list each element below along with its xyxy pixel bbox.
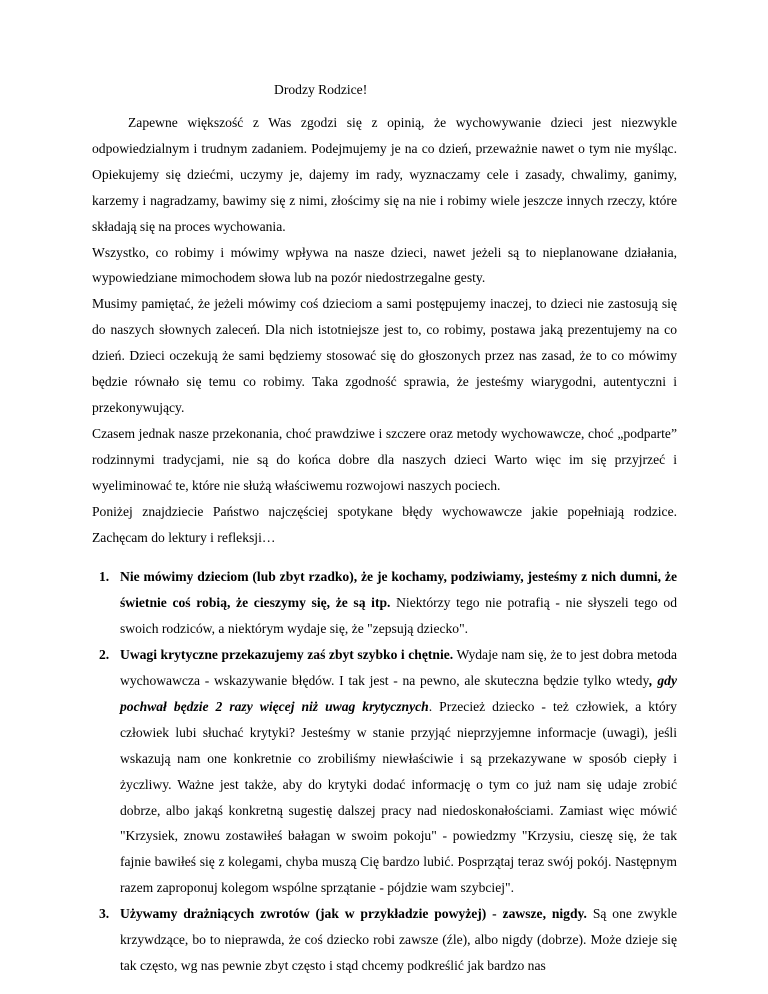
document-title: Drodzy Rodzice! xyxy=(274,82,368,97)
list-item-emphasis: , gdy pochwał będzie 2 razy więcej niż uwag krytycznych xyxy=(120,673,677,714)
intro-paragraph: Musimy pamiętać, że jeżeli mówimy coś dzieciom a sami postępujemy inaczej, to dzieci nie zastosują się do naszych słownych zaleceń. Dla nich istotniejsze jest to, co robimy, postawa jaką prezentujemy na co dzień. Dzieci oczekują że sami będziemy stosować się do głoszonych przez nas zasad, że to co mówimy będzie równało się temu co robimy. Taka zgodność sprawia, że jesteśmy wiarygodni, autentyczni i przekonywujący. xyxy=(92,296,677,415)
intro-paragraph: Czasem jednak nasze przekonania, choć prawdziwe i szczere oraz metody wychowawcze, choć „podparte” rodzinnymi tradycjami, nie są do końca dobre dla naszych dzieci Warto więc im się przyjrzeć i wyeliminować te, które nie służą właściwemu rozwojowi naszych pociech. xyxy=(92,425,677,493)
list-item-heading: Uwagi krytyczne przekazujemy zaś zbyt szybko i chętnie. xyxy=(120,647,454,663)
list-item-number: 3. xyxy=(99,906,110,922)
intro-paragraph: Zapewne większość z Was zgodzi się z opinią, że wychowywanie dzieci jest niezwykle odpowiedzialnym i trudnym zadaniem. Podejmujemy je na co dzień, przeważnie nawet o tym nie myśląc. Opiekujemy się dziećmi, uczymy je, dajemy im rady, wyznaczamy cele i zasady, chwalimy, ganimy, karzemy i nagradzamy, bawimy się z nimi, złościmy się na nie i robimy wiele jeszcze innych rzeczy, które składają się na proces wychowania. xyxy=(92,115,677,234)
list-item-number: 2. xyxy=(99,647,110,663)
list-item-heading: Używamy drażniących zwrotów (jak w przykładzie powyżej) - zawsze, nigdy. xyxy=(120,906,587,922)
intro-section xyxy=(92,110,677,550)
list-item-heading: Nie mówimy dzieciom (lub zbyt rzadko), że je kochamy, podziwiamy, jesteśmy z nich dumni, że świetnie coś robią, że cieszymy się, że są itp. xyxy=(120,569,677,611)
list-item-number: 1. xyxy=(99,569,110,585)
list-item xyxy=(92,901,677,979)
list-item-text: . Przecież dziecko - też człowiek, a który człowiek lubi słuchać krytyki? Jesteśmy w stanie przyjąć nieprzyjemne informacje (uwagi), jeśli wskazują nam one konkretnie co zrobiliśmy niewłaściwie i są przekazywane w sposób ciepły i życzliwy. Ważne jest także, aby do krytyki dodać informację o tym co już nam się udaje zrobić dobrze, albo jakąś konkretną sugestię dalszej pracy nad niedoskonałościami. Zamiast więc mówić "Krzysiek, znowu zostawiłeś bałagan w swoim pokoju" - powiedzmy "Krzysiu, cieszę się, że tak fajnie bawiłeś się z kolegami, chyba muszą Cię bardzo lubić. Posprzątaj teraz swój pokój. Następnym razem zaproponuj kolegom wspólne sprzątanie - pójdzie wam szybciej". xyxy=(120,698,677,896)
list-item xyxy=(92,564,677,642)
mistakes-list xyxy=(92,564,677,979)
list-item xyxy=(92,642,677,901)
list-item-text: Są one zwykle krzywdzące, bo to nieprawda, że coś dziecko robi zawsze (źle), albo nigdy (dobrze). Może dzieje się tak często, wg nas pewnie zbyt często i stąd chcemy podkreślić jak bardzo nas xyxy=(120,906,677,973)
intro-paragraph: Wszystko, co robimy i mówimy wpływa na nasze dzieci, nawet jeżeli są to nieplanowane działania, wypowiedziane mimochodem słowa lub na pozór niedostrzegalne gesty. xyxy=(92,244,677,286)
intro-paragraph: Poniżej znajdziecie Państwo najczęściej spotykane błędy wychowawcze jakie popełniają rodzice. Zachęcam do lektury i refleksji… xyxy=(92,503,677,545)
list-item-text: Niektórzy tego nie potrafią - nie słyszeli tego od swoich rodziców, a niektórym wydaje się, że "zepsują dziecko". xyxy=(120,595,677,637)
document-page xyxy=(92,80,677,979)
list-item-text: Wydaje nam się, że to jest dobra metoda wychowawcza - wskazywanie błędów. I tak jest - na pewno, ale skuteczna będzie tylko wtedy xyxy=(120,647,677,689)
